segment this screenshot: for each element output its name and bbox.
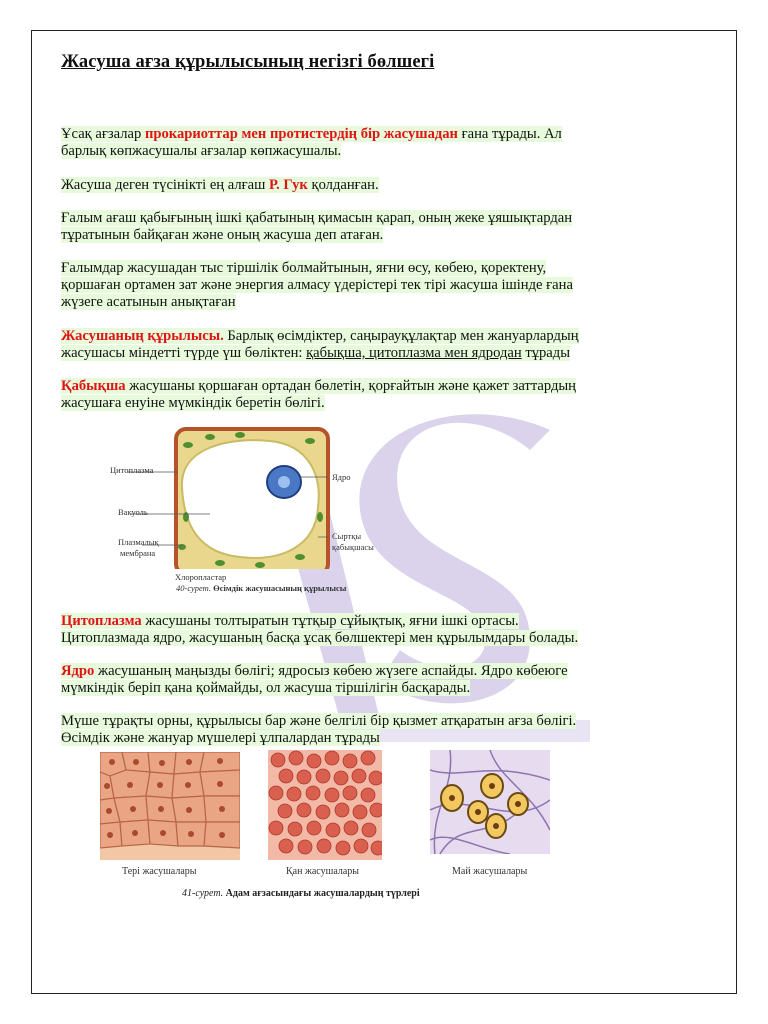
fat-cells-image (430, 750, 550, 854)
paragraph-nucleus (61, 663, 661, 697)
term-cytoplasm: Цитоплазма (61, 613, 142, 629)
caption-number: 41-сурет. (182, 888, 224, 899)
paragraph-structure (61, 328, 661, 362)
label-vacuole: Вакуоль (118, 507, 148, 517)
term-membrane: Қабықша (61, 378, 126, 394)
term-prokaryotes: прокариоттар мен протистердің бір жасушадан (144, 126, 458, 142)
paragraph-text: жасушаны қоршаған ортадан бөлетін, қорғайтын және қажет заттардың (125, 378, 576, 394)
paragraph-organ (61, 713, 661, 747)
paragraph-unicellular (61, 126, 661, 160)
blood-cells-image (268, 750, 382, 860)
label-cytoplasm: Цитоплазма (110, 465, 154, 475)
term-nucleus: Ядро (61, 663, 95, 679)
caption-text: Адам ағзасындағы жасушалардың түрлері (223, 888, 420, 899)
paragraph-text: тұрады (521, 345, 571, 361)
paragraph-scientist (61, 210, 661, 244)
label-chloroplast: Хлоропластар (175, 572, 227, 582)
caption-text: Өсімдік жасушасының құрылысы (210, 583, 347, 593)
paragraph-text: Ғалым ағаш қабығының ішкі қабатының қимасын қарап, оның жеке ұяшықтардан (61, 210, 573, 226)
term-structure: Жасушаның құрылысы. (61, 328, 224, 344)
paragraph-text: мүмкіндік беріп қана қоймайды, ол жасуша тіршілігін басқарады. (61, 680, 471, 696)
paragraph-life (61, 260, 661, 311)
paragraph-text: Жасуша деген түсінікті ең алғаш (61, 177, 269, 193)
label-outer-2: қабықшасы (332, 542, 374, 552)
underlined-parts: қабықша, цитоплазма мен ядродан (306, 345, 522, 361)
paragraph-text: Ғалымдар жасушадан тыс тіршілік болмайтынын, яғни өсу, көбею, қоректену, (61, 260, 547, 276)
paragraph-text: ғана тұрады. Ал (457, 126, 562, 142)
paragraph-hooke (61, 177, 661, 194)
label-membrane-1: Плазмалық (118, 537, 159, 547)
label-membrane-2: мембрана (120, 548, 156, 558)
paragraph-text: Ұсақ ағзалар (61, 126, 145, 142)
skin-cells-image (100, 752, 240, 860)
paragraph-text: жасушаға енуіне мүмкіндік беретін бөлігі. (61, 395, 325, 411)
paragraph-text: жасушасы міндетті түрде үш бөліктен: (61, 345, 307, 361)
paragraph-text: Барлық өсімдіктер, саңырауқұлақтар мен жануарлардың (223, 328, 579, 344)
term-hooke: Р. Гук (269, 177, 308, 193)
label-nucleus: Ядро (332, 472, 351, 482)
paragraph-text: қоршаған ортамен зат және энергия алмасу үдерістері тек тірі жасуша ішінде ғана (61, 277, 573, 293)
paragraph-text: Мүше тұрақты орны, құрылысы бар және белгілі бір қызмет атқаратын ағза бөлігі. (61, 713, 577, 729)
caption-number: 40-сурет. (176, 583, 211, 593)
plant-cell-diagram (70, 397, 360, 569)
figure-41-caption (182, 888, 420, 899)
skin-cells-label: Тері жасушалары (122, 866, 197, 877)
paragraph-cytoplasm (61, 613, 661, 647)
plant-cell-figure (70, 397, 374, 569)
paragraph-text: тұратынын байқаған және оның жасуша деп атаған. (61, 227, 384, 243)
paragraph-text: қолданған. (307, 177, 379, 193)
paragraph-text: барлық көпжасушалы ағзалар көпжасушалы. (61, 143, 342, 159)
fat-cells-label: Май жасушалары (452, 866, 528, 877)
paragraph-text: жүзеге асатынын анықтаған (61, 294, 236, 310)
page-title: Жасуша ағза құрылысының негізгі бөлшегі (61, 52, 435, 72)
label-outer-1: Сыртқы (332, 531, 362, 541)
paragraph-text: Цитоплазмада ядро, жасушаның басқа ұсақ бөлшектері мен құрылымдары болады. (61, 630, 579, 646)
paragraph-text: жасушаны толтыратын тұтқыр сұйықтық, яғни ішкі ортасы. (141, 613, 519, 629)
paragraph-text: жасушаның маңызды бөлігі; ядросыз көбею жүзеге аспайды. Ядро көбеюге (94, 663, 568, 679)
blood-cells-label: Қан жасушалары (286, 866, 359, 877)
paragraph-text: Өсімдік және жануар мүшелері ұлпалардан тұрады (61, 730, 380, 746)
figure-40-caption (176, 583, 346, 593)
